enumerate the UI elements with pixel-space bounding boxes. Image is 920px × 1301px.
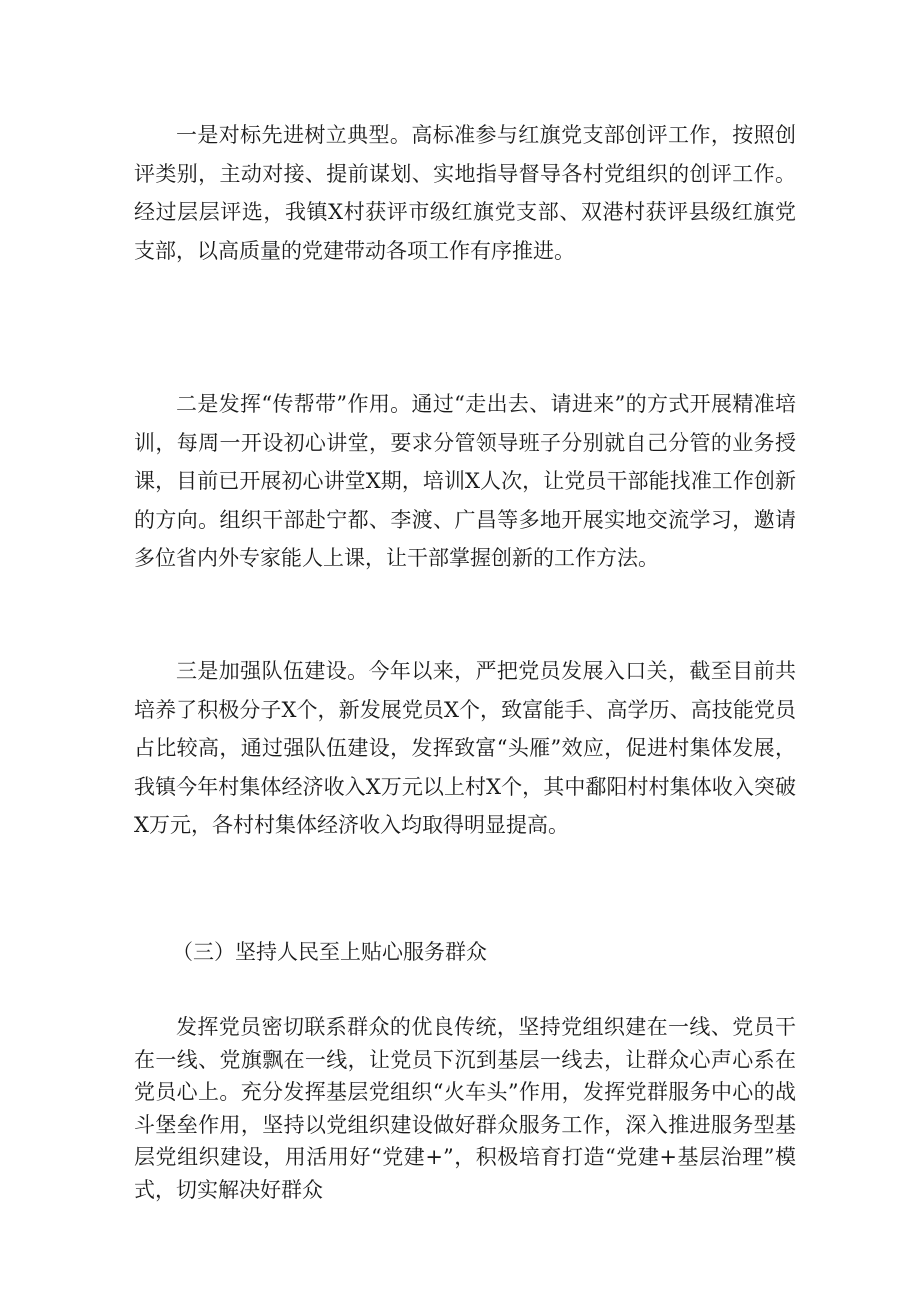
paragraph-mentoring-role: 二是发挥“传帮带”作用。通过“走出去、请进来”的方式开展精准培训，每周一开设初心讲堂，要求分管领导班子分别就自己分管的业务授课，目前已开展初心讲堂X期，培训X人次，让党员干部能找准工作创新的方向。组织干部赴宁都、李渡、广昌等多地开展实地交流学习，邀请多位省内外专家能人上课，让干部掌握创新的工作方法。 — [134, 392, 796, 570]
paragraph-team-building: 三是加强队伍建设。今年以来，严把党员发展入口关，截至目前共培养了积极分子X个，新发展党员X个，致富能手、高学历、高技能党员占比较高，通过强队伍建设，发挥致富“头雁”效应，促进村集体发展，我镇今年村集体经济收入X万元以上村X个，其中鄱阳村村集体收入突破X万元，各村村集体经济收入均取得明显提高。 — [134, 659, 796, 837]
paragraph-serve-the-masses: 发挥党员密切联系群众的优良传统，坚持党组织建在一线、党员干在一线、党旗飘在一线，让党员下沉到基层一线去，让群众心声心系在党员心上。充分发挥基层党组织“火车头”作用，发挥党群服务中心的战斗堡垒作用，坚持以党组织建设做好群众服务工作，深入推进服务型基层党组织建设，用活用好“党建+”，积极培育打造“党建+基层治理”模式，切实解决好群众 — [134, 1015, 796, 1202]
paragraph-benchmark-models: 一是对标先进树立典型。高标准参与红旗党支部创评工作，按照创评类别，主动对接、提前谋划、实地指导督导各村党组织的创评工作。经过层层评选，我镇X村获评市级红旗党支部、双港村获评县级红旗党支部，以高质量的党建带动各项工作有序推进。 — [134, 123, 796, 263]
section-heading: （三）坚持人民至上贴心服务群众 — [172, 940, 487, 964]
